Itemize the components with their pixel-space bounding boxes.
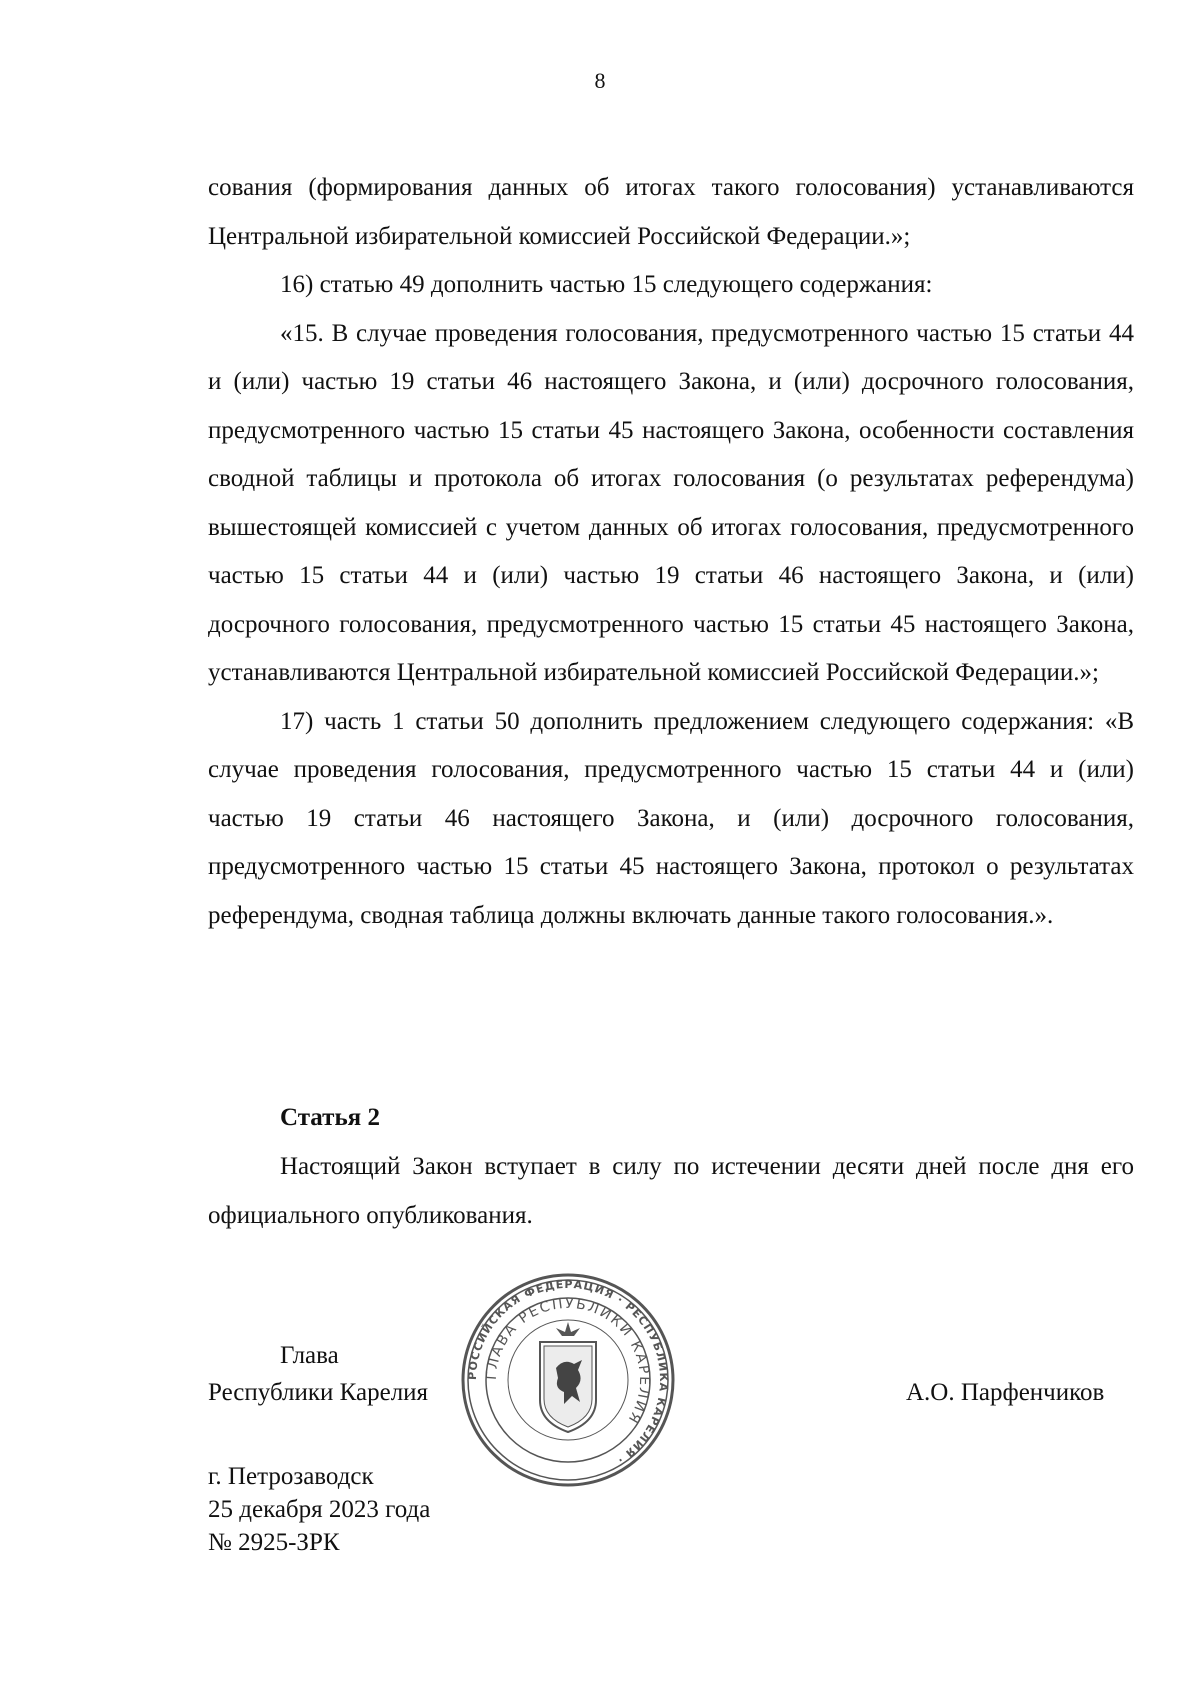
paragraph-continuation: сования (формирования данных об итогах такого голосования) устанавливаются Центральной избирательной комиссией Российской Федерации.»; (208, 174, 1134, 250)
signatory-title-line2: Республики Карелия (208, 1379, 429, 1406)
paragraph-item-17: 17) часть 1 статьи 50 дополнить предложением следующего содержания: «В случае проведения голосования, предусмотренного частью 15 статьи 44 и (или) частью 19 статьи 46 настоящего Закона, и (или) досрочного голосования, предусмотренного частью 15 статьи 45 настоящего Закона, протокол о результатах референдума, сводная таблица должны включать данные такого голосования.». (208, 707, 1134, 929)
law-number: № 2925-ЗРК (208, 1529, 340, 1556)
article-2-body (208, 1143, 1134, 1240)
article-2-text: Настоящий Закон вступает в силу по истечении десяти дней после дня его официального опубликования. (208, 1153, 1134, 1229)
article-2-heading: Статья 2 (280, 1104, 380, 1131)
signatory-title-line1: Глава (280, 1342, 339, 1369)
paragraph-item-16: 16) статью 49 дополнить частью 15 следующего содержания: (280, 271, 933, 298)
signing-date: 25 декабря 2023 года (208, 1496, 431, 1523)
seal-inner-text: ГЛАВА РЕСПУБЛИКИ КАРЕЛИЯ (483, 1295, 653, 1428)
place-and-date-block (208, 1460, 430, 1559)
signatory-title (208, 1337, 428, 1411)
page-number: 8 (594, 68, 606, 93)
coat-of-arms-icon (540, 1322, 596, 1432)
city: г. Петрозаводск (208, 1463, 374, 1490)
seal-outer-text: РОССИЙСКАЯ ФЕДЕРАЦИЯ · РЕСПУБЛИКА КАРЕЛИЯ · (465, 1277, 671, 1467)
official-seal-stamp (460, 1272, 676, 1488)
law-amendment-text (208, 164, 1134, 940)
signatory-name: А.О. Парфенчиков (906, 1379, 1105, 1406)
paragraph-part-15: «15. В случае проведения голосования, предусмотренного частью 15 статьи 44 и (или) частью 19 статьи 46 настоящего Закона, и (или) досрочного голосования, предусмотренного частью 15 статьи 45 настоящего Закона, особенности составления сводной таблицы и протокола об итогах голосования (о результатах референдума) вышестоящей комиссией с учетом данных об итогах голосования, предусмотренного частью 15 статьи 44 и (или) частью 19 статьи 46 настоящего Закона, и (или) досрочного голосования, предусмотренного частью 15 статьи 45 настоящего Закона, устанавливаются Центральной избирательной комиссией Российской Федерации.»; (208, 319, 1134, 686)
